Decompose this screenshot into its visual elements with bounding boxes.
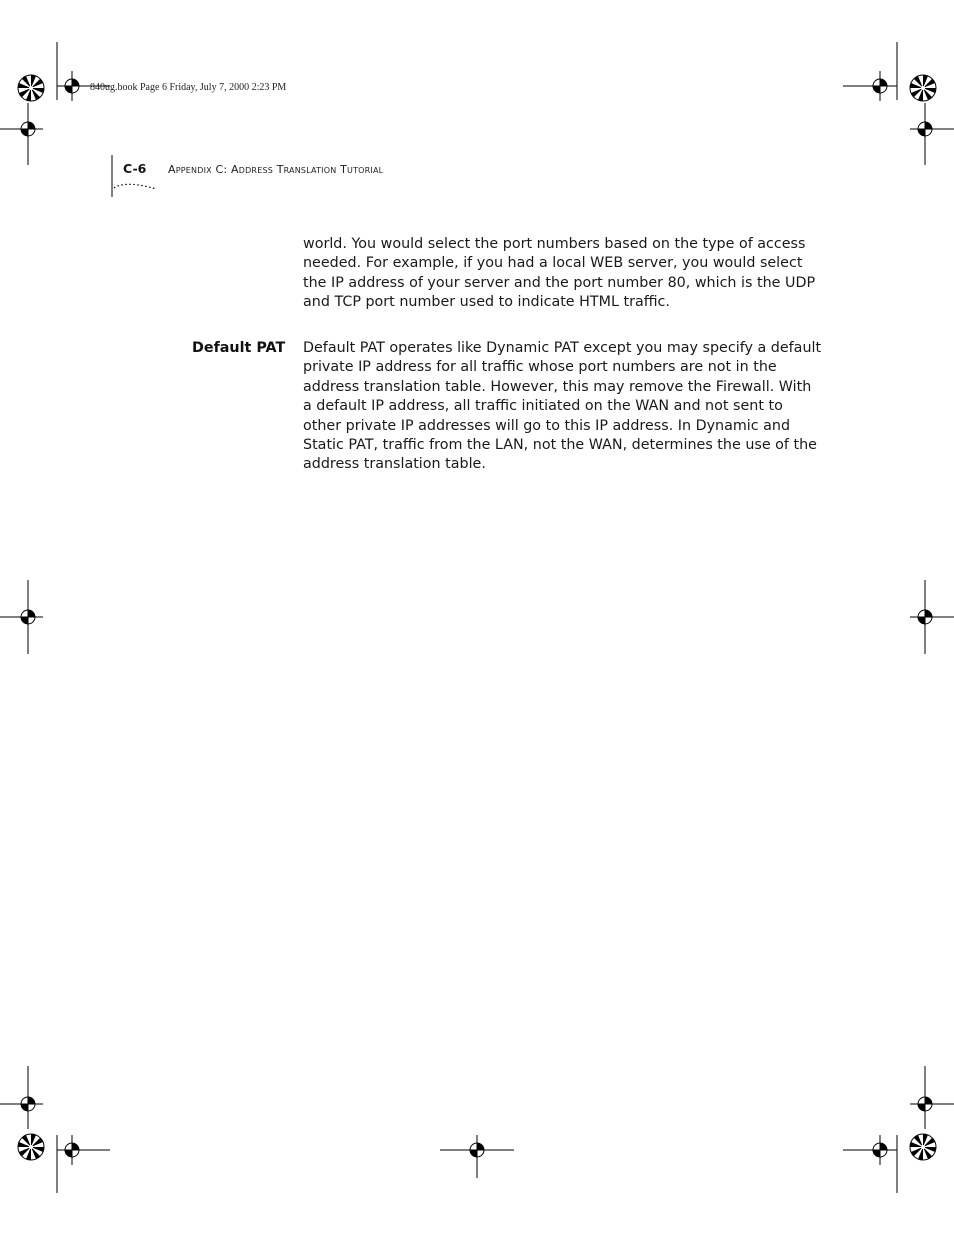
color-target-icon bbox=[18, 1134, 44, 1160]
running-header: Appendix C: Address Translation Tutorial bbox=[168, 163, 384, 176]
registration-mark-icon bbox=[13, 602, 43, 632]
registration-mark-icon bbox=[865, 71, 895, 101]
registration-mark-icon bbox=[865, 1135, 895, 1165]
registration-mark-icon bbox=[910, 1089, 940, 1119]
color-target-icon bbox=[910, 1134, 936, 1160]
registration-mark-icon bbox=[57, 71, 87, 101]
print-slug: 840ug.book Page 6 Friday, July 7, 2000 2:23 PM bbox=[90, 82, 287, 93]
section-paragraph: Default PAT operates like Dynamic PAT except you may specify a default private IP address for all traffic whose port numbers are not in the address translation table. However, this may remove the Firewall. With a default IP address, all traffic initiated on the WAN and not sent to other private IP addresses will go to this IP address. In Dynamic and Static PAT, traffic from the LAN, not the WAN, determines the use of the address translation table. bbox=[303, 340, 822, 473]
page-number: C-6 bbox=[123, 161, 147, 176]
body-paragraph: world. You would select the port numbers based on the type of access needed. For example, if you had a local WEB server, you would select the IP address of your server and the port number 80, which is the UDP and TCP port number used to indicate HTML traffic. bbox=[303, 236, 816, 311]
registration-mark-icon bbox=[13, 114, 43, 144]
registration-mark-icon bbox=[910, 602, 940, 632]
registration-mark-icon bbox=[462, 1135, 492, 1165]
crop-lines bbox=[0, 42, 954, 1193]
registration-mark-icon bbox=[13, 1089, 43, 1119]
registration-mark-icon bbox=[910, 114, 940, 144]
section-heading: Default PAT bbox=[192, 340, 286, 356]
registration-mark-icon bbox=[57, 1135, 87, 1165]
color-target-icon bbox=[18, 75, 44, 101]
color-target-icon bbox=[910, 75, 936, 101]
